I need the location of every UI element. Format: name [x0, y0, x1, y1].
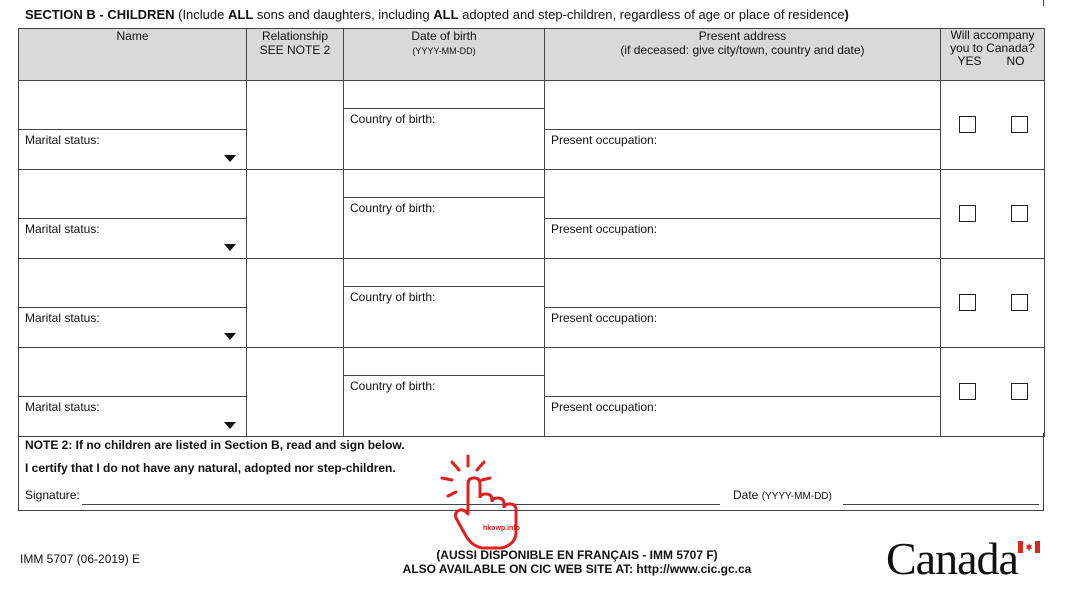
marital-status-dropdown[interactable] — [19, 130, 246, 169]
dropdown-arrow-icon[interactable] — [224, 244, 236, 251]
header-row — [19, 29, 1045, 81]
marital-status-label: Marital status: — [25, 133, 100, 147]
yes-checkbox[interactable] — [959, 383, 976, 400]
child-row-4 — [19, 348, 1045, 437]
address-field[interactable] — [545, 348, 940, 397]
address-cell — [545, 170, 941, 259]
marital-status-dropdown[interactable] — [19, 397, 246, 436]
dob-cell — [344, 348, 545, 437]
no-checkbox[interactable] — [1011, 205, 1028, 222]
accompany-cell — [941, 81, 1045, 170]
signature-label: Signature: — [25, 488, 80, 502]
marital-status-label: Marital status: — [25, 311, 100, 325]
dob-cell — [344, 81, 545, 170]
child-row-2 — [19, 170, 1045, 259]
canada-wordmark: Canada — [886, 533, 1018, 584]
name-field[interactable] — [19, 348, 246, 397]
yes-checkbox[interactable] — [959, 205, 976, 222]
name-cell — [19, 348, 247, 437]
no-checkbox[interactable] — [1011, 294, 1028, 311]
address-cell — [545, 259, 941, 348]
country-of-birth-label: Country of birth: — [350, 290, 436, 304]
accompany-cell — [941, 348, 1045, 437]
address-cell — [545, 81, 941, 170]
country-of-birth-label: Country of birth: — [350, 379, 436, 393]
name-cell — [19, 81, 247, 170]
signature-field[interactable] — [82, 504, 720, 505]
relationship-field[interactable] — [247, 170, 344, 259]
website-availability-note: ALSO AVAILABLE ON CIC WEB SITE AT: http://www.cic.gc.ca — [402, 562, 752, 576]
relationship-field[interactable] — [247, 348, 344, 437]
name-field[interactable] — [19, 259, 246, 308]
accompany-cell — [941, 170, 1045, 259]
name-field[interactable] — [19, 170, 246, 219]
child-row-1 — [19, 81, 1045, 170]
no-checkbox[interactable] — [1011, 383, 1028, 400]
marital-status-dropdown[interactable] — [19, 308, 246, 347]
country-of-birth-label: Country of birth: — [350, 112, 436, 126]
relationship-field[interactable] — [247, 81, 344, 170]
yes-checkbox[interactable] — [959, 294, 976, 311]
accompany-header: Will accompany you to Canada? YES NO — [941, 29, 1045, 81]
address-field[interactable] — [545, 259, 940, 308]
dob-field[interactable] — [344, 170, 544, 198]
name-header: Name — [19, 29, 247, 81]
section-title: SECTION B - CHILDREN (Include ALL sons and daughters, including ALL adopted and step-children, regardless of age or place of residence) — [25, 7, 849, 22]
watermark-text: hkowp.info — [483, 525, 520, 532]
dob-cell — [344, 259, 545, 348]
address-header: Present address (if deceased: give city/town, country and date) — [545, 29, 941, 81]
accompany-cell — [941, 259, 1045, 348]
marital-status-dropdown[interactable] — [19, 219, 246, 258]
present-occupation-label: Present occupation: — [551, 400, 658, 414]
hand-pointer-icon — [430, 452, 530, 552]
address-field[interactable] — [545, 81, 940, 130]
dob-field[interactable] — [344, 81, 544, 109]
name-cell — [19, 259, 247, 348]
dropdown-arrow-icon[interactable] — [224, 422, 236, 429]
present-occupation-label: Present occupation: — [551, 222, 658, 236]
dropdown-arrow-icon[interactable] — [224, 155, 236, 162]
dob-header: Date of birth (YYYY-MM-DD) — [344, 29, 545, 81]
yes-checkbox[interactable] — [959, 116, 976, 133]
country-of-birth-label: Country of birth: — [350, 201, 436, 215]
relationship-header: Relationship SEE NOTE 2 — [247, 29, 344, 81]
child-row-3 — [19, 259, 1045, 348]
dob-field[interactable] — [344, 259, 544, 287]
dropdown-arrow-icon[interactable] — [224, 333, 236, 340]
present-occupation-label: Present occupation: — [551, 133, 658, 147]
canada-flag-icon — [1018, 541, 1040, 553]
name-field[interactable] — [19, 81, 246, 130]
note-2-text: NOTE 2: If no children are listed in Section B, read and sign below. — [25, 438, 405, 452]
children-table — [18, 28, 1045, 437]
relationship-field[interactable] — [247, 259, 344, 348]
date-field[interactable] — [843, 504, 1039, 505]
dob-cell — [344, 170, 545, 259]
certify-statement: I certify that I do not have any natural, adopted nor step-children. — [25, 461, 396, 475]
marital-status-label: Marital status: — [25, 222, 100, 236]
address-field[interactable] — [545, 170, 940, 219]
address-cell — [545, 348, 941, 437]
marital-status-label: Marital status: — [25, 400, 100, 414]
no-checkbox[interactable] — [1011, 116, 1028, 133]
dob-field[interactable] — [344, 348, 544, 376]
present-occupation-label: Present occupation: — [551, 311, 658, 325]
form-number: IMM 5707 (06-2019) E — [20, 552, 141, 566]
french-availability-note: (AUSSI DISPONIBLE EN FRANÇAIS - IMM 5707 F) — [436, 548, 718, 562]
top-border-fragment — [1043, 0, 1044, 6]
name-cell — [19, 170, 247, 259]
date-label: Date (YYYY-MM-DD) — [733, 488, 832, 502]
